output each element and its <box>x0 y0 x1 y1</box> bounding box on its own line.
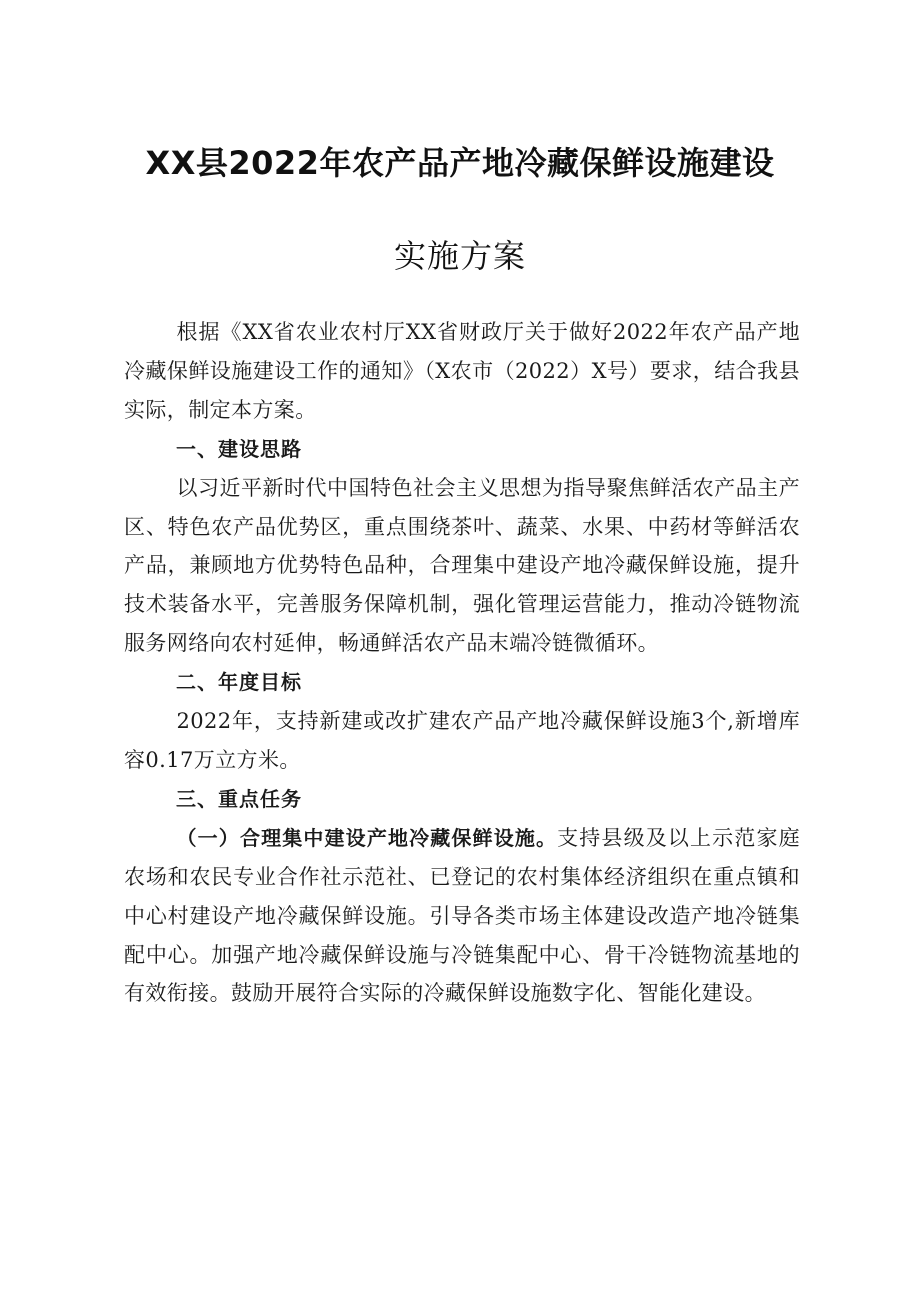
section-heading-construction-approach: 一、建设思路 <box>176 436 302 461</box>
document-title-line-2: 实施方案 <box>393 237 526 275</box>
subsection-paragraph <box>124 819 800 1014</box>
section-heading-annual-goal: 二、年度目标 <box>176 670 302 695</box>
intro-paragraph: 根据《XX省农业农村厅XX省财政厅关于做好2022年农产品产地冷藏保鲜设施建设工作的通知》（X农市（2022）X号）要求，结合我县实际，制定本方案。 <box>124 320 800 422</box>
section-heading-key-tasks: 三、重点任务 <box>176 786 302 811</box>
document-body <box>124 313 800 1013</box>
document-title-line-1: XX县2022年农产品产地冷藏保鲜设施建设 <box>145 144 775 182</box>
subsection-lead: （一）合理集中建设产地冷藏保鲜设施。 <box>176 825 558 850</box>
subsection-body: 支持县级及以上示范家庭农场和农民专业合作社示范社、已登记的农村集体经济组织在重点镇和中心村建设产地冷藏保鲜设施。引导各类市场主体建设改造产地冷链集配中心。加强产地冷藏保鲜设施与冷链集配中心、骨干冷链物流基地的有效衔接。鼓励开展符合实际的冷藏保鲜设施数字化、智能化建设。 <box>124 825 801 1006</box>
section-body-annual-goal: 2022年，支持新建或改扩建农产品产地冷藏保鲜设施3个,新增库容0.17万立方米。 <box>124 709 800 772</box>
section-body-construction-approach: 以习近平新时代中国特色社会主义思想为指导聚焦鲜活农产品主产区、特色农产品优势区，重点围绕茶叶、蔬菜、水果、中药材等鲜活农产品，兼顾地方优势特色品种，合理集中建设产地冷藏保鲜设施，提升技术装备水平，完善服务保障机制，强化管理运营能力，推动冷链物流服务网络向农村延伸，畅通鲜活农产品末端冷链微循环。 <box>124 475 800 656</box>
